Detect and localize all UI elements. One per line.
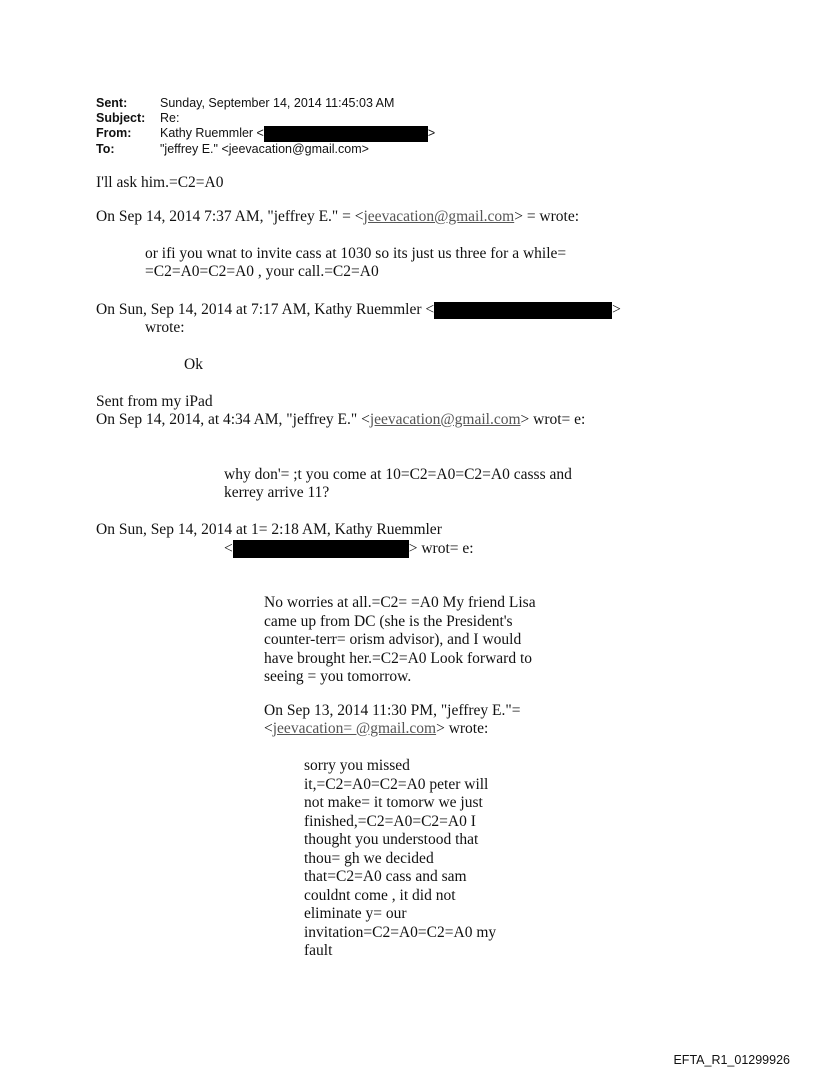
quote5-line: thought you understood that <box>304 831 479 848</box>
quote5-header-open: < <box>264 720 273 737</box>
subject-row <box>96 111 435 126</box>
quote5-body <box>304 757 496 961</box>
email-header <box>96 96 435 157</box>
quote3-header-prefix: On Sep 14, 2014, at 4:34 AM, "jeffrey E." < <box>96 411 370 428</box>
sent-label: Sent: <box>96 96 128 110</box>
quote5-header-suffix: > wrote: <box>436 720 489 737</box>
email-link[interactable]: jeevacation@gmail.com <box>363 208 515 225</box>
quote4-line: seeing = you tomorrow. <box>264 668 412 685</box>
quote1-header-prefix: On Sep 14, 2014 7:37 AM, "jeffrey E." = < <box>96 208 364 225</box>
quote5-line: sorry you missed <box>304 757 410 774</box>
quote5-line: that=C2=A0 cass and sam <box>304 868 467 885</box>
quote4-line: counter-terr= orism advisor), and I would <box>264 631 522 648</box>
quote5-line: finished,=C2=A0=C2=A0 I <box>304 812 476 830</box>
subject-value: Re: <box>160 111 180 125</box>
quote1-line: =C2=A0=C2=A0 , your call.=C2=A0 <box>145 263 379 280</box>
from-name: Kathy Ruemmler < <box>160 126 264 140</box>
quote2-header-wrote: wrote: <box>145 319 185 336</box>
quote5-line: thou= gh we decided <box>304 849 434 867</box>
quote4-header-suffix: > wrot= e: <box>408 540 474 557</box>
quote5-header-line2 <box>264 720 488 739</box>
quote4-header: On Sun, Sep 14, 2014 at 1= 2:18 AM, Kathy Ruemmler <box>96 521 442 538</box>
quote3-header <box>96 411 585 430</box>
reply-text: I'll ask him.=C2=A0 <box>96 174 224 191</box>
quote2-header <box>96 301 621 320</box>
sent-row <box>96 96 435 111</box>
quote5-line: eliminate y= our <box>304 905 407 922</box>
sent-value: Sunday, September 14, 2014 11:45:03 AM <box>160 96 395 110</box>
quote5-line: not make= it tomorw we just <box>304 794 483 811</box>
quote2-header-close: > <box>612 301 621 318</box>
to-label: To: <box>96 142 115 156</box>
from-label: From: <box>96 126 132 140</box>
quote2-ok: Ok <box>184 356 203 373</box>
subject-label: Subject: <box>96 111 146 125</box>
quote3-line: kerrey arrive 11? <box>224 484 330 501</box>
quote5-header: On Sep 13, 2014 11:30 PM, "jeffrey E."= <box>264 702 521 719</box>
redaction-box <box>264 126 428 142</box>
quote5-line: it,=C2=A0=C2=A0 peter will <box>304 775 489 793</box>
quote1-line: or ifi you wnat to invite cass at 1030 so its just us three for a while= <box>145 245 567 262</box>
quote1-header-suffix: > = wrote: <box>514 208 580 225</box>
to-value: "jeffrey E." <jeevacation@gmail.com> <box>160 142 369 156</box>
quote2-signature: Sent from my iPad <box>96 393 213 410</box>
email-link[interactable]: jeevacation@gmail.com <box>369 411 521 428</box>
quote4-line: No worries at all.=C2= =A0 My friend Lisa <box>264 594 536 611</box>
quote2-header-prefix: On Sun, Sep 14, 2014 at 7:17 AM, Kathy Ruemmler < <box>96 301 435 318</box>
quote5-line: fault <box>304 942 333 959</box>
quote5-line: couldnt come , it did not <box>304 886 456 904</box>
email-link[interactable]: jeevacation= @gmail.com <box>272 720 437 737</box>
quote5-line: invitation=C2=A0=C2=A0 my <box>304 923 497 941</box>
document-id: EFTA_R1_01299926 <box>673 1053 790 1067</box>
quote4-line: came up from DC (she is the President's <box>264 612 513 630</box>
quote4-header-open: < <box>224 540 233 557</box>
quote3-header-suffix: > wrot= e: <box>520 411 586 428</box>
from-close: > <box>427 126 436 140</box>
redaction-box <box>434 302 612 319</box>
from-row <box>96 126 435 142</box>
to-row <box>96 142 435 157</box>
quote4-body <box>264 594 536 687</box>
redaction-box <box>233 540 409 558</box>
quote3-line: why don'= ;t you come at 10=C2=A0=C2=A0 casss and <box>224 466 572 483</box>
quote4-header-line2 <box>224 540 474 559</box>
quote4-line: have brought her.=C2=A0 Look forward to <box>264 649 533 667</box>
quote1-header <box>96 208 579 227</box>
